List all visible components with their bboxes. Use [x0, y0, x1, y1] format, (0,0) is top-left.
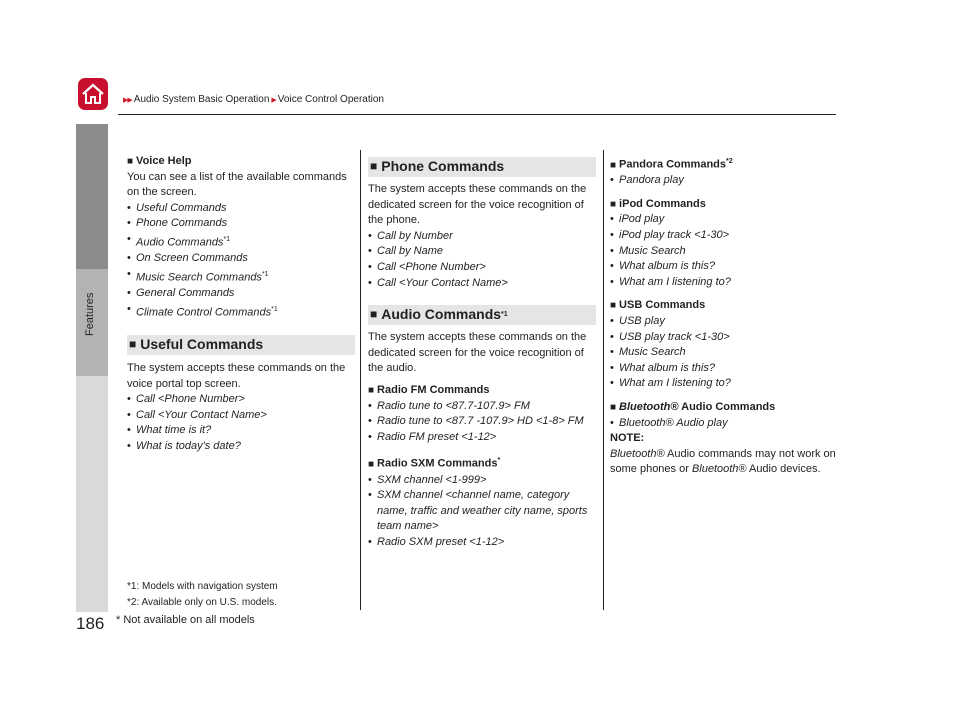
pandora-heading: ■ Pandora Commands$^{*2}$ — [610, 158, 733, 171]
bluetooth-list — [610, 416, 842, 432]
list-item: • Music Search Commands$^{*1}$ — [127, 267, 355, 286]
chevron-right-icon: ▶▶ — [123, 96, 132, 104]
note-label: NOTE: — [610, 432, 645, 445]
list-item: • Useful Commands — [127, 201, 355, 217]
list-item: • Climate Control Commands$^{*1}$ — [127, 302, 355, 321]
list-item: • Audio Commands$^{*1}$ — [127, 232, 355, 251]
phone-commands-list — [368, 229, 596, 291]
list-item: • Radio tune to <87.7-107.9> FM — [368, 399, 596, 415]
radio-fm-heading: ■ Radio FM Commands — [368, 383, 490, 396]
voice-help-heading: ■ Voice Help — [127, 155, 192, 167]
list-item: • Bluetooth® Audio play — [610, 416, 842, 432]
ipod-heading: ■ iPod Commands — [610, 197, 706, 210]
side-tab-block — [76, 376, 108, 612]
column-2 — [368, 157, 596, 551]
list-item: • Pandora play — [610, 173, 842, 189]
useful-commands-text: The system accepts these commands on the voice portal top screen. — [127, 361, 346, 390]
usb-list — [610, 314, 842, 392]
list-item: • What album is this? — [610, 361, 842, 377]
column-3 — [610, 154, 842, 478]
footnote: *2: Available only on U.S. models. — [127, 597, 277, 608]
side-tab-block — [76, 124, 108, 269]
list-item: • What am I listening to? — [610, 376, 842, 392]
home-icon — [81, 83, 105, 105]
list-item: • What time is it? — [127, 423, 355, 439]
breadcrumb — [123, 94, 384, 105]
list-item: • iPod play track <1-30> — [610, 228, 842, 244]
list-item: • iPod play — [610, 212, 842, 228]
list-item: • Call by Number — [368, 229, 596, 245]
ipod-list — [610, 212, 842, 290]
list-item: • What is today's date? — [127, 439, 355, 455]
phone-commands-text: The system accepts these commands on the dedicated screen for the voice recognition of the phone. — [368, 183, 587, 227]
usb-heading: ■ USB Commands — [610, 299, 706, 312]
voice-help-text: You can see a list of the available commands on the screen. — [127, 170, 347, 199]
list-item: • Radio SXM preset <1-12> — [368, 535, 596, 551]
list-item: • Music Search — [610, 244, 842, 260]
note-text: Bluetooth® Audio commands may not work on some phones or Bluetooth® Audio devices. — [610, 447, 836, 476]
useful-commands-heading: ■ Useful Commands — [127, 335, 355, 355]
page-number: 186 — [76, 614, 105, 633]
column-divider — [360, 150, 361, 610]
useful-commands-list — [127, 392, 355, 454]
voice-help-list — [127, 201, 355, 321]
list-item: • Call <Your Contact Name> — [368, 276, 596, 292]
list-item: • SXM channel <1-999> — [368, 473, 596, 489]
list-item: • Call <Phone Number> — [368, 260, 596, 276]
list-item: • Call <Your Contact Name> — [127, 408, 355, 424]
column-1 — [127, 154, 355, 454]
phone-commands-heading: ■ Phone Commands — [368, 157, 596, 177]
list-item: • USB play — [610, 314, 842, 330]
bluetooth-heading: ■ Bluetooth® Audio Commands — [610, 400, 776, 413]
pandora-list — [610, 173, 842, 189]
list-item: • Phone Commands — [127, 216, 355, 232]
list-item: • Radio tune to <87.7 -107.9> HD <1-8> FM — [368, 414, 596, 430]
audio-commands-heading: ■ Audio Commands *1 — [368, 305, 596, 325]
list-item: • SXM channel <channel name, category name, traffic and weather city name, sports team name> — [368, 488, 596, 535]
list-item: • On Screen Commands — [127, 251, 355, 267]
radio-sxm-heading: ■ Radio SXM Commands* — [368, 457, 501, 470]
footnote: *1: Models with navigation system — [127, 581, 278, 592]
list-item: • Call by Name — [368, 244, 596, 260]
list-item: • Radio FM preset <1-12> — [368, 430, 596, 446]
list-item: • Call <Phone Number> — [127, 392, 355, 408]
home-button[interactable] — [78, 78, 108, 110]
breadcrumb-item[interactable]: Voice Control Operation — [277, 94, 384, 105]
radio-fm-list — [368, 399, 596, 446]
chevron-right-icon: ▶ — [271, 96, 276, 104]
column-divider — [603, 150, 604, 610]
list-item: • What album is this? — [610, 259, 842, 275]
footer-note: * Not available on all models — [116, 614, 255, 626]
header-rule — [118, 114, 836, 115]
list-item: • What am I listening to? — [610, 275, 842, 291]
audio-commands-text: The system accepts these commands on the dedicated screen for the voice recognition of the audio. — [368, 331, 587, 375]
list-item: • General Commands — [127, 286, 355, 302]
radio-sxm-list — [368, 473, 596, 551]
breadcrumb-item[interactable]: Audio System Basic Operation — [133, 94, 270, 105]
section-tab-label[interactable]: Features — [84, 292, 96, 336]
list-item: • USB play track <1-30> — [610, 330, 842, 346]
list-item: • Music Search — [610, 345, 842, 361]
